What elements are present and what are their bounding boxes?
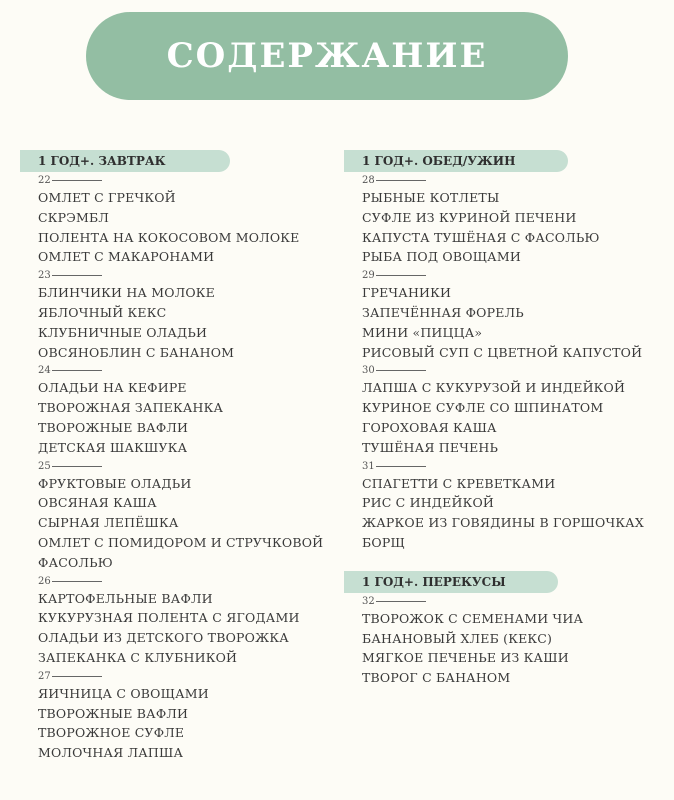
section-header-snacks: 1 ГОД+. ПЕРЕКУСЫ bbox=[344, 571, 558, 593]
page-number-rule bbox=[52, 581, 102, 582]
page-number-value: 27 bbox=[38, 670, 51, 682]
toc-page-group bbox=[362, 269, 664, 362]
title-banner bbox=[86, 12, 568, 100]
toc-page-group bbox=[38, 364, 340, 457]
page-number bbox=[38, 460, 340, 474]
page-number-value: 23 bbox=[38, 270, 51, 282]
toc-item[interactable]: ЯБЛОЧНЫЙ КЕКС bbox=[38, 304, 167, 320]
page-number-value: 25 bbox=[38, 460, 51, 472]
page-number-rule bbox=[52, 370, 102, 371]
toc-item[interactable]: ЗАПЕКАНКА С КЛУБНИКОЙ bbox=[38, 649, 238, 665]
toc-item[interactable]: СЫРНАЯ ЛЕПЁШКА bbox=[38, 515, 179, 531]
toc-page-group bbox=[38, 670, 340, 763]
toc-item[interactable]: ОЛАДЬИ НА КЕФИРЕ bbox=[38, 380, 187, 396]
page-number-value: 31 bbox=[362, 460, 375, 472]
toc-item[interactable]: РИС С ИНДЕЙКОЙ bbox=[362, 495, 494, 511]
toc-page-group bbox=[362, 364, 664, 457]
page-number bbox=[38, 364, 340, 378]
toc-item[interactable]: ЛАПША С КУКУРУЗОЙ И ИНДЕЙКОЙ bbox=[362, 380, 626, 396]
toc-item[interactable]: ТВОРОЖНАЯ ЗАПЕКАНКА bbox=[38, 400, 224, 416]
page-number bbox=[38, 670, 340, 684]
toc-item[interactable]: ОВСЯНАЯ КАША bbox=[38, 495, 157, 511]
toc-page-group bbox=[38, 460, 340, 573]
toc-item[interactable]: МИНИ «ПИЦЦА» bbox=[362, 324, 483, 340]
toc-item[interactable]: ФРУКТОВЫЕ ОЛАДЬИ bbox=[38, 475, 192, 491]
toc-item[interactable]: ОМЛЕТ С МАКАРОНАМИ bbox=[38, 249, 215, 265]
toc-page-group bbox=[38, 269, 340, 362]
page-number bbox=[38, 174, 340, 188]
toc-item[interactable]: РЫБНЫЕ КОТЛЕТЫ bbox=[362, 190, 500, 205]
toc-column-breakfast bbox=[20, 150, 340, 763]
toc-item[interactable]: ТВОРОЖНОЕ СУФЛЕ bbox=[38, 725, 185, 741]
page-number-rule bbox=[52, 180, 102, 181]
page-number-value: 26 bbox=[38, 575, 51, 587]
toc-item[interactable]: ОМЛЕТ С ГРЕЧКОЙ bbox=[38, 190, 176, 205]
toc-item[interactable]: ТВОРОЖОК С СЕМЕНАМИ ЧИА bbox=[362, 610, 584, 626]
toc-item[interactable]: БОРЩ bbox=[362, 534, 405, 550]
toc-item[interactable]: ТВОРОЖНЫЕ ВАФЛИ bbox=[38, 705, 189, 721]
section-header-breakfast: 1 ГОД+. ЗАВТРАК bbox=[20, 150, 230, 172]
page-number-rule bbox=[376, 601, 426, 602]
toc-item[interactable]: ЯИЧНИЦА С ОВОЩАМИ bbox=[38, 685, 209, 701]
toc-page-group bbox=[362, 460, 664, 553]
page-number-value: 29 bbox=[362, 270, 375, 282]
toc-item[interactable]: ДЕТСКАЯ ШАКШУКА bbox=[38, 439, 188, 455]
toc-item[interactable]: СПАГЕТТИ С КРЕВЕТКАМИ bbox=[362, 475, 556, 491]
toc-page-group bbox=[38, 174, 340, 267]
toc-item[interactable]: ПОЛЕНТА НА КОКОСОВОМ МОЛОКЕ bbox=[38, 229, 300, 245]
toc-item[interactable]: КАРТОФЕЛЬНЫЕ ВАФЛИ bbox=[38, 590, 213, 606]
toc-item[interactable]: ГОРОХОВАЯ КАША bbox=[362, 419, 497, 435]
page-number-value: 22 bbox=[38, 175, 51, 186]
section-header-lunch-dinner: 1 ГОД+. ОБЕД/УЖИН bbox=[344, 150, 568, 172]
page-number-value: 32 bbox=[362, 595, 375, 607]
page-title: СОДЕРЖАНИЕ bbox=[166, 36, 488, 76]
toc-item[interactable]: ТВОРОГ С БАНАНОМ bbox=[362, 670, 511, 686]
page-number-rule bbox=[52, 275, 102, 276]
page-number bbox=[38, 269, 340, 283]
page-number bbox=[362, 460, 664, 474]
toc-item[interactable]: ГРЕЧАНИКИ bbox=[362, 285, 452, 301]
toc-item[interactable]: СКРЭМБЛ bbox=[38, 209, 110, 225]
page-number bbox=[362, 364, 664, 378]
page-number-value: 24 bbox=[38, 365, 51, 377]
toc-item[interactable]: БАНАНОВЫЙ ХЛЕБ (КЕКС) bbox=[362, 630, 553, 646]
toc-item[interactable]: РИСОВЫЙ СУП С ЦВЕТНОЙ КАПУСТОЙ bbox=[362, 344, 643, 360]
toc-column-lunch-dinner bbox=[344, 150, 664, 688]
page-number bbox=[362, 269, 664, 283]
page-number-rule bbox=[376, 180, 426, 181]
toc-page-group bbox=[362, 174, 664, 267]
toc-item[interactable]: КАПУСТА ТУШЁНАЯ С ФАСОЛЬЮ bbox=[362, 229, 600, 245]
toc-item[interactable]: МЯГКОЕ ПЕЧЕНЬЕ ИЗ КАШИ bbox=[362, 650, 569, 666]
page-number bbox=[362, 174, 664, 188]
toc-item[interactable]: РЫБА ПОД ОВОЩАМИ bbox=[362, 249, 521, 265]
toc-item[interactable]: ЖАРКОЕ ИЗ ГОВЯДИНЫ В ГОРШОЧКАХ bbox=[362, 515, 644, 531]
page-number-rule bbox=[376, 275, 426, 276]
toc-item[interactable]: ОВСЯНОБЛИН С БАНАНОМ bbox=[38, 344, 235, 360]
toc-item[interactable]: КУРИНОЕ СУФЛЕ СО ШПИНАТОМ bbox=[362, 400, 604, 416]
toc-item[interactable]: БЛИНЧИКИ НА МОЛОКЕ bbox=[38, 285, 215, 301]
toc-item[interactable]: КУКУРУЗНАЯ ПОЛЕНТА С ЯГОДАМИ bbox=[38, 610, 300, 626]
toc-item[interactable]: МОЛОЧНАЯ ЛАПША bbox=[38, 745, 184, 761]
toc-item[interactable]: ОЛАДЬИ ИЗ ДЕТСКОГО ТВОРОЖКА bbox=[38, 630, 289, 646]
page-number-rule bbox=[376, 466, 426, 467]
page-number-rule bbox=[52, 676, 102, 677]
toc-page-group bbox=[362, 595, 664, 688]
page-number-rule bbox=[376, 370, 426, 371]
page-number bbox=[38, 575, 340, 589]
page-number-value: 28 bbox=[362, 175, 375, 186]
toc-item[interactable]: ТУШЁНАЯ ПЕЧЕНЬ bbox=[362, 439, 499, 455]
page-number-value: 30 bbox=[362, 365, 375, 377]
toc-item[interactable]: ОМЛЕТ С ПОМИДОРОМ И СТРУЧКОВОЙ ФАСОЛЬЮ bbox=[38, 534, 324, 570]
toc-page-group bbox=[38, 575, 340, 668]
page-number bbox=[362, 595, 664, 609]
toc-item[interactable]: ТВОРОЖНЫЕ ВАФЛИ bbox=[38, 419, 189, 435]
toc-item[interactable]: ЗАПЕЧЁННАЯ ФОРЕЛЬ bbox=[362, 304, 524, 320]
page-number-rule bbox=[52, 466, 102, 467]
toc-item[interactable]: СУФЛЕ ИЗ КУРИНОЙ ПЕЧЕНИ bbox=[362, 209, 577, 225]
toc-item[interactable]: КЛУБНИЧНЫЕ ОЛАДЬИ bbox=[38, 324, 208, 340]
